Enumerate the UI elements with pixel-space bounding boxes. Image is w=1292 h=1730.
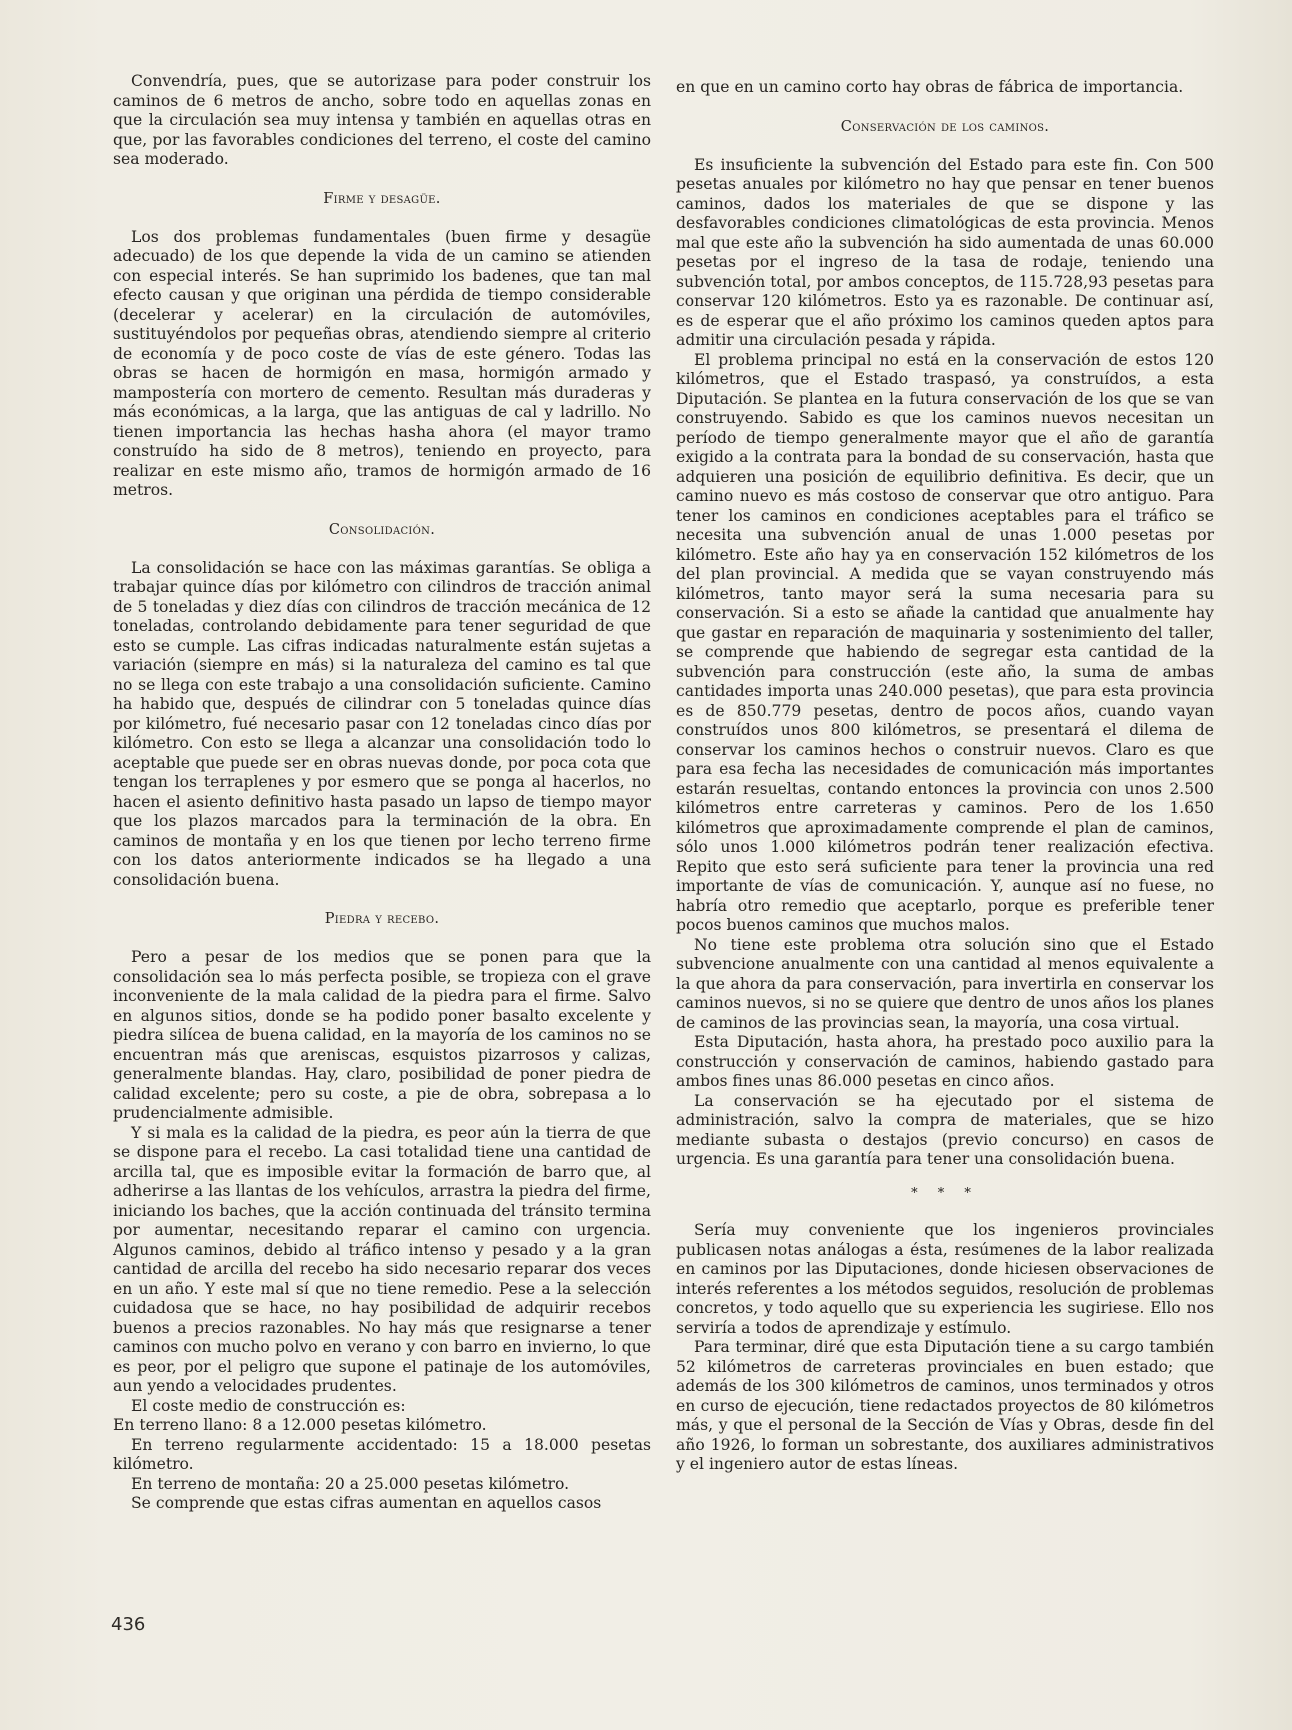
right-column bbox=[676, 78, 1214, 1475]
left-column bbox=[113, 72, 651, 1514]
coste-final: Se comprende que estas cifras aumentan en aquellos casos bbox=[131, 1494, 602, 1512]
firme-paragraph: Los dos problemas fundamentales (buen firme y desagüe adecuado) de los que depende la vida de un camino se atienden con especial interés. Se han suprimido los badenes, que tan mal efecto causan y que originan una pérdida de tiempo considerable (decelerar y acelerar) en la circulación de automóviles, sustituyéndolos por pequeñas obras, atendiendo siempre al criterio de economía y de poco coste de vías de este género. Todas las obras se hacen de hormigón en masa, hormigón armado y mampostería con mortero de cemento. Resultan más duraderas y más económicas, a la larga, que las antiguas de cal y ladrillo. No tienen importancia las hechas hasha ahora (el mayor tramo construído ha sido de 8 metros), teniendo en proyecto, para realizar en este mismo año, tramos de hormigón armado de 16 metros. bbox=[113, 227, 651, 499]
piedra-paragraph-1: Pero a pesar de los medios que se ponen para que la consolidación sea lo más perfecta posible, se tropieza con el grave inconveniente de la mala calidad de la piedra para el firme. Salvo en algunos sitios, donde se ha podido poner basalto excelente y piedra silícea de buena calidad, en la mayoría de los caminos no se encuentran más que areniscas, esquistos pizarrosos y calizas, generalmente blandas. Hay, claro, posibilidad de poner piedra de calidad excelente; pero su coste, a pie de obra, sobrepasa a lo prudencialmente admisible. bbox=[113, 948, 651, 1122]
conservacion-paragraph-3: No tiene este problema otra solución sino que el Estado subvencione anualmente con una cantidad al menos equivalente a la que ahora da para conservación, para invertirla en conservar los caminos nuevos, si no se quiere que dentro de unos años los planes de caminos de las provincias sean, la mayoría, una cosa virtual. bbox=[676, 935, 1214, 1032]
final-paragraph-1: Sería muy conveniente que los ingenieros provinciales publicasen notas análogas a ésta, resúmenes de la labor realizada en caminos por las Diputaciones, donde hiciesen observaciones de interés referentes a los métodos seguidos, resolución de problemas concretos, y todo aquello que su experiencia les sugiriese. Ello nos serviría a todos de aprendizaje y estímulo. bbox=[676, 1221, 1214, 1337]
piedra-paragraph-2: Y si mala es la calidad de la piedra, es peor aún la tierra de que se dispone para el recebo. La casi totalidad tiene una cantidad de arcilla tal, que es imposible evitar la formación de barro que, al adherirse a las llantas de los vehículos, arrastra la piedra del firme, iniciando los baches, que la acción continuada del tránsito termina por aumentar, necesitando reparar el camino con urgencia. Algunos caminos, debido al tráfico intenso y pesado y a la gran cantidad de arcilla del recebo ha sido necesario reparar dos veces en un año. Y este mal sí que no tiene remedio. Pese a la selección cuidadosa que se hace, no hay posibilidad de adquirir recebos buenos a precios razonables. No hay más que resignarse a tener caminos con mucho polvo en verano y con barro en invierno, lo que es peor, por el peligro que supone el patinaje de los automóviles, aun yendo a velocidades prudentes. bbox=[113, 1123, 651, 1395]
conservacion-paragraph-2: El problema principal no está en la conservación de estos 120 kilómetros, que el Estado traspasó, ya construídos, a esta Diputación. Se plantea en la futura conservación de los que se van construyendo. Sabido es que los caminos nuevos necesitan un período de tiempo generalmente mayor que el año de garantía exigido a la contrata para la bondad de su conservación, hasta que adquieren una posición de equilibrio definitiva. Es decir, que un camino nuevo es más costoso de conservar que otro antiguo. Para tener los caminos en condiciones aceptables para el tráfico se necesita una subvención anual de unas 1.000 pesetas por kilómetro. Este año hay ya en conservación 152 kilómetros de los del plan provincial. A medida que se vayan construyendo más kilómetros, tanto mayor será la suma necesaria para su conservación. Si a esto se añade la cantidad que anualmente hay que gastar en reparación de maquinaria y sostenimiento del taller, se comprende que habiendo de segregar esta cantidad de la subvención para construcción (este año, la suma de ambas cantidades importa unas 240.000 pesetas), que para esta provincia es de 850.779 pesetas, dentro de pocos años, cuando vayan construídos unos 800 kilómetros, se presentará el dilema de conservar los caminos hechos o construir nuevos. Claro es que para esa fecha las necesidades de comunicación más importantes estarán resueltas, contando entonces la provincia con unos 2.500 kilómetros entre carreteras y caminos. Pero de los 1.650 kilómetros que aproximadamente comprende el plan de caminos, sólo unos 1.000 kilómetros podrán tener realización efectiva. Repito que esto será suficiente para tener la provincia una red importante de vías de comunicación. Y, aunque así no fuese, no habría otro remedio que aceptarlo, porque es preferible tener pocos buenos caminos que muchos malos. bbox=[676, 350, 1214, 934]
consolidacion-paragraph: La consolidación se hace con las máximas garantías. Se obliga a trabajar quince días por kilómetro con cilindros de tracción animal de 5 toneladas y diez días con cilindros de tracción mecánica de 12 toneladas, controlando debidamente para tener seguridad de que esto se cumple. Las cifras indicadas naturalmente están sujetas a variación (siempre en más) si la naturaleza del camino es tal que no se llega con este trabajo a una consolidación suficiente. Camino ha habido que, después de cilindrar con 5 toneladas quince días por kilómetro, fué necesario pasar con 12 toneladas cinco días por kilómetro. Con esto se llega a alcanzar una consolidación todo lo aceptable que puede ser en obras nuevas donde, por poca cota que tengan los terraplenes y por esmero que se ponga al hacerlos, no hacen el asiento definitivo hasta pasado un lapso de tiempo mayor que los plazos marcados para la terminación de la obra. En caminos de montaña y en los que tienen por lecho terreno firme con los datos anteriormente indicados se ha llegado a una consolidación buena. bbox=[113, 558, 651, 889]
heading-conservacion: Conservación de los caminos. bbox=[840, 118, 1050, 135]
conservacion-paragraph-1: Es insuficiente la subvención del Estado para este fin. Con 500 pesetas anuales por kilómetro no hay que pensar en tener buenos caminos, dados los materiales de que se dispone y las desfavorables condiciones climatológicas de esta provincia. Menos mal que este año la subvención ha sido aumentada de unas 60.000 pesetas por el ingreso de la tasa de rodaje, teniendo una subvención total, por ambos conceptos, de 115.728,93 pesetas para conservar 120 kilómetros. Esto ya es razonable. De continuar así, es de esperar que el año próximo los caminos queden aptos para admitir una circulación pesada y rápida. bbox=[676, 155, 1214, 349]
heading-firme-desague: Firme y desagüe. bbox=[323, 190, 441, 207]
final-paragraph-2: Para terminar, diré que esta Diputación tiene a su cargo también 52 kilómetros de carreteras provinciales en buen estado; que además de los 300 kilómetros de caminos, unos terminados y otros en curso de ejecución, tiene redactados proyectos de 80 kilómetros más, y que el personal de la Sección de Vías y Obras, desde fin del año 1926, lo forman un sobrestante, dos auxiliares administrativos y el ingeniero autor de estas líneas. bbox=[676, 1338, 1214, 1473]
coste-montana: En terreno de montaña: 20 a 25.000 pesetas kilómetro. bbox=[131, 1474, 570, 1493]
heading-piedra-recebo: Piedra y recebo. bbox=[324, 911, 440, 927]
heading-consolidacion: Consolidación. bbox=[328, 521, 436, 538]
conservacion-paragraph-4: Esta Diputación, hasta ahora, ha prestado poco auxilio para la construcción y conservación de caminos, habiendo gastado para ambos fines unas 86.000 pesetas en cinco años. bbox=[676, 1033, 1214, 1090]
conservacion-paragraph-5: La conservación se ha ejecutado por el sistema de administración, salvo la compra de materiales, que se hizo mediante subasta o destajos (previo concurso) en casos de urgencia. Es una garantía para tener una consolidación buena. bbox=[676, 1091, 1214, 1168]
coste-accidentado: En terreno regularmente accidentado: 15 a 18.000 pesetas kilómetro. bbox=[113, 1435, 651, 1473]
continuation-paragraph: en que en un camino corto hay obras de fábrica de importancia. bbox=[676, 78, 1184, 96]
coste-llano: En terreno llano: 8 a 12.000 pesetas kilómetro. bbox=[113, 1416, 487, 1434]
page-number: 436 bbox=[111, 1614, 146, 1635]
coste-intro: El coste medio de construcción es: bbox=[131, 1396, 406, 1415]
intro-paragraph: Convendría, pues, que se autorizase para poder construir los caminos de 6 metros de ancho, sobre todo en aquellas zonas en que la circulación sea muy intensa y también en aquellas otras en que, por las favorables condiciones del terreno, el coste del camino sea moderado. bbox=[113, 72, 651, 168]
section-separator: * * * bbox=[911, 1185, 979, 1201]
